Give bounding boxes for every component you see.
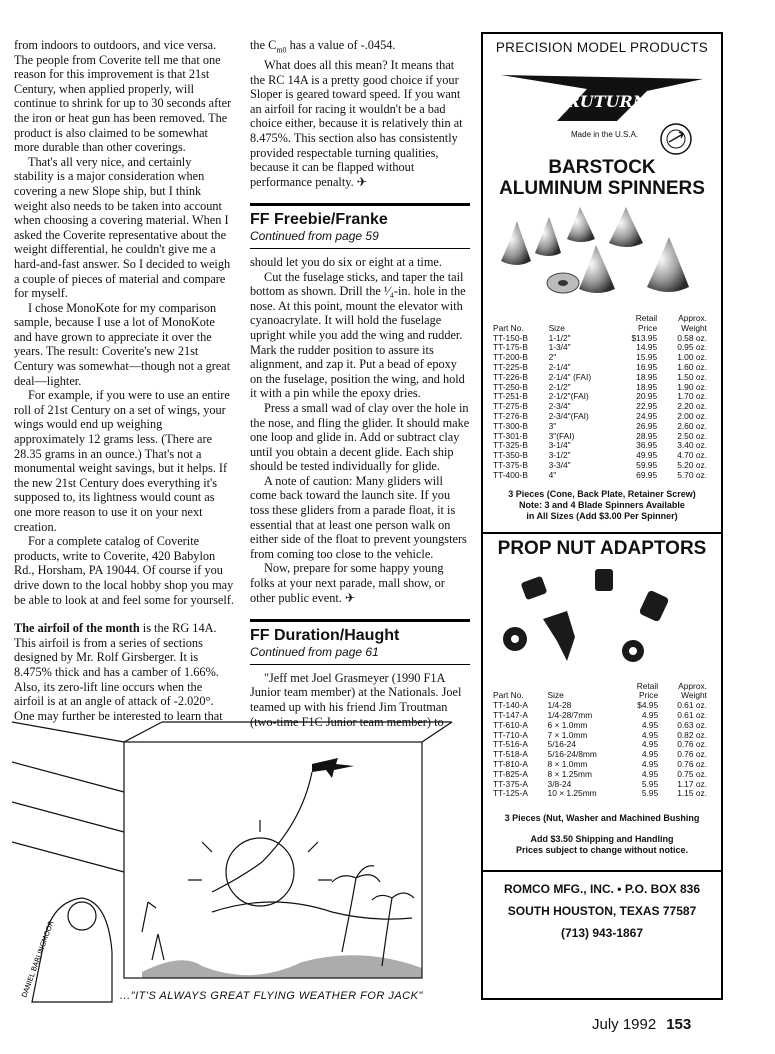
company-city: SOUTH HOUSTON, TEXAS 77587 — [507, 904, 697, 919]
cell-weight: 2.50 oz. — [677, 430, 707, 441]
paragraph: That's all very nice, and certainly stability is a major consideration when covering a new Slope ship, but I think weight also needs to be taken into account when choosing a covering material. When I asked the Coverite representative about the weight differential, he couldn't give me a hard-and-fast answer. So I decided to weigh a couple of pieces of material and compare for myself. — [14, 154, 231, 301]
cell-weight: 0.76 oz. — [677, 749, 707, 760]
text-run: Approx. — [678, 313, 707, 323]
col-price — [616, 314, 657, 334]
cell-weight: 4.70 oz. — [677, 450, 707, 461]
paragraph: For a complete catalog of Coverite products, write to Coverite, 420 Babylon Rd., Horsham, PA 19044. Of course if you drive down to the local hobby shop you may be able to look at and feel some for yourself. — [14, 534, 234, 607]
divider — [250, 664, 470, 665]
text-run: Price — [639, 690, 659, 701]
made-in-usa: Made in the U.S.A. — [571, 130, 639, 139]
paragraph — [250, 561, 470, 605]
subscript: m0 — [276, 45, 287, 55]
cell-part: TT-276-B — [493, 410, 528, 421]
cell-size: 1/4-28 — [547, 700, 572, 711]
cell-part: TT-200-B — [493, 352, 528, 363]
issue-date: July 1992 — [592, 1016, 657, 1033]
cell-price: $4.95 — [637, 700, 659, 711]
cell-part: TT-147-A — [493, 709, 528, 720]
cell-size: 3-1/4" — [548, 440, 571, 451]
cell-size: 2-1/4" — [548, 361, 571, 372]
cell-size: 6 × 1.0mm — [547, 719, 588, 730]
cell-part: TT-300-B — [493, 420, 528, 431]
page-folio — [592, 1016, 691, 1033]
table-row — [493, 471, 711, 481]
cell-size: 2-1/2" — [548, 381, 571, 392]
cell-weight: 1.90 oz. — [677, 381, 707, 392]
spinners-photo — [483, 199, 721, 309]
cell-part: TT-825-A — [493, 768, 528, 779]
cell-price: 18.95 — [636, 381, 658, 392]
cell-part: TT-518-A — [493, 749, 528, 760]
cell-price: 28.95 — [636, 430, 658, 441]
cell-size: 1-3/4" — [548, 342, 571, 353]
cartoon-illustration — [12, 702, 467, 1012]
cell-price: 5.95 — [641, 778, 659, 789]
text-run: Price — [638, 322, 658, 333]
cell-weight: 2.00 oz. — [677, 410, 707, 421]
spinner-title-2: ALUMINUM SPINNERS — [499, 178, 705, 199]
section-title: FF Freebie/Franke — [250, 211, 388, 229]
shipping-note: Add $3.50 Shipping and Handling — [530, 834, 674, 845]
cell-size: 1-1/2" — [548, 332, 571, 343]
cell-part: TT-400-B — [493, 469, 528, 480]
spinner-note: Note: 3 and 4 Blade Spinners Available — [519, 499, 685, 510]
end-mark-icon: ✈ — [356, 174, 368, 189]
cell-weight: 0.63 oz. — [677, 719, 707, 730]
text-run: Now, prepare for some happy young folks at your next parade, mall show, or other public event. — [250, 561, 445, 605]
cell-size: 3-3/4" — [548, 459, 571, 470]
prop-title: PROP NUT ADAPTORS — [497, 537, 707, 559]
cell-size: 2-3/4" — [548, 401, 571, 412]
col-weight — [658, 682, 711, 702]
cell-price: 16.95 — [636, 361, 658, 372]
cell-weight: 0.58 oz. — [677, 332, 707, 343]
cell-price: 69.95 — [636, 469, 658, 480]
cell-part: TT-250-B — [493, 381, 528, 392]
company-address: ROMCO MFG., INC. • P.O. BOX 836 — [503, 882, 700, 897]
cell-price: 4.95 — [641, 729, 659, 740]
truturn-logo — [497, 61, 707, 127]
paragraph: For example, if you were to use an entire roll of 21st Century on a set of wings, your wings would end up weighing approximately 12 grams less. (There are 28.35 grams in an ounce.) That's not a monumental weight savings, but it helps. If the new 21st Century does everything it's supposed to, its lightness would count as one more reason to use it on your next creation. — [14, 388, 230, 534]
cell-size: 2-1/2"(FAI) — [548, 391, 589, 402]
cell-part: TT-301-B — [493, 430, 528, 441]
cell-part: TT-810-A — [493, 758, 528, 769]
article-column-2 — [250, 38, 470, 729]
continued-note: Continued from page 61 — [250, 645, 379, 660]
paragraph: Cut the fuselage sticks, and taper the tail bottom as shown. Drill the ¹⁄₄-in. hole in the nose. At this point, mount the elevator with cyanoacrylate. It will hold the fuselage upright while you add the wing and rudder. Mark the rudder position to assure its alignment, and zap it. Put a bead of epoxy on the fuselage, position the wing, and hold it with a pin while the epoxy dries. — [250, 269, 466, 401]
cell-weight: 0.75 oz. — [677, 768, 707, 779]
text-run: What does all this mean? It means that the RC 14A is a pretty good choice if your Sloper is geared toward speed. If you want an airfoil for racing it wouldn't be a bad choice either, because it is relatively thin at 8.475%. This section also has consistently provided respectable turning qualities, because it can be flapped without performance penalty. — [250, 58, 463, 189]
cartoon-caption: ..."IT'S ALWAYS GREAT FLYING WEATHER FOR JACK" — [120, 990, 423, 1002]
cell-size: 3/8-24 — [547, 778, 572, 789]
col-weight — [657, 314, 711, 334]
cell-weight: 1.15 oz. — [677, 788, 707, 799]
cell-price: 14.95 — [636, 342, 658, 353]
cell-weight: 1.50 oz. — [677, 371, 707, 382]
continued-note: Continued from page 59 — [250, 229, 379, 244]
text-run: Weight — [681, 322, 707, 333]
cell-size: 2-1/4" (FAI) — [548, 371, 592, 382]
cell-weight: 0.76 oz. — [677, 739, 707, 750]
cell-part: TT-251-B — [493, 391, 528, 402]
cell-price: 4.95 — [641, 768, 659, 779]
airfoil-text: is the RG 14A. This airfoil is from a series of sections designed by Mr. Rolf Girsberger. It is 8.475% thick and has a camber of 1.66%. Also, its zero-lift line occurs when the airfoil is at an angle of attack of -2.020°. One may further be interested to learn that — [14, 621, 223, 723]
cell-part: TT-175-B — [493, 342, 528, 353]
text-run: Retail — [635, 313, 658, 323]
cell-weight: 0.61 oz. — [677, 709, 707, 720]
cell-size: 5/16-24 — [547, 739, 576, 750]
airfoil-lead: The airfoil of the month — [14, 621, 140, 636]
cell-size: 3"(FAI) — [548, 430, 575, 441]
cell-weight: 0.76 oz. — [677, 758, 707, 769]
cell-part: TT-375-B — [493, 459, 528, 470]
cell-size: 2" — [548, 352, 557, 363]
cell-price: 20.95 — [636, 391, 658, 402]
cell-size: 8 × 1.25mm — [547, 768, 593, 779]
cell-weight: 0.95 oz. — [677, 342, 707, 353]
company-phone: (713) 943-1867 — [560, 926, 644, 941]
cell-part: TT-275-B — [493, 401, 528, 412]
cell-price: $13.95 — [631, 332, 658, 343]
spinner-price-table — [493, 314, 711, 481]
cell-size: 8 × 1.0mm — [547, 758, 588, 769]
cell-weight: 3.40 oz. — [677, 440, 707, 451]
cell-size: 2-3/4"(FAI) — [548, 410, 589, 421]
cell-weight: 1.00 oz. — [677, 352, 707, 363]
paragraph: A note of caution: Many gliders will come back toward the launch site. If you toss these gliders from a parade float, it is essential that at least one person walk on either side of the float to prevent youngsters from coming too close to the vehicle. — [250, 473, 467, 561]
truturn-advertisement — [481, 32, 723, 1000]
divider — [250, 248, 470, 249]
cell-price: 36.95 — [636, 440, 658, 451]
cell-size: 10 × 1.25mm — [547, 788, 597, 799]
cell-price: 15.95 — [636, 352, 658, 363]
cell-part: TT-225-B — [493, 361, 528, 372]
cell-part: TT-710-A — [493, 729, 528, 740]
prop-nut-photo — [483, 559, 721, 677]
spinner-note: 3 Pieces (Cone, Back Plate, Retainer Screw) — [508, 488, 696, 499]
cell-size: 3-1/2" — [548, 450, 571, 461]
col-size: Size — [547, 690, 564, 701]
cell-price: 5.95 — [641, 788, 659, 799]
freebie-section — [250, 203, 470, 605]
spinner-title-1: BARSTOCK — [548, 157, 656, 178]
paragraph: should let you do six or eight at a time. — [250, 254, 442, 269]
paragraph: Press a small wad of clay over the hole in the nose, and fling the glider. It should make one loop and glide in. Add or subtract clay until you obtain a decent glide. Each ship should be tested individually for glide. — [250, 400, 470, 474]
cell-part: TT-125-A — [493, 788, 528, 799]
text-run: has a value of -.0454. — [286, 38, 396, 52]
col-part: Part No. — [493, 690, 524, 701]
section-title: FF Duration/Haught — [250, 627, 400, 645]
cartoonist-signature: DANIEL BARLINGMOOR — [20, 919, 56, 999]
paragraph — [250, 38, 470, 58]
cell-weight: 1.70 oz. — [677, 391, 707, 402]
col-price — [625, 682, 658, 702]
cell-price: 4.95 — [641, 709, 659, 720]
col-part: Part No. — [493, 322, 524, 333]
prop-note: 3 Pieces (Nut, Washer and Machined Bushing — [504, 813, 700, 824]
cell-size: 3" — [548, 420, 557, 431]
cell-part: TT-325-B — [493, 440, 528, 451]
cell-size: 1/4-28/7mm — [547, 709, 593, 720]
cell-price: 4.95 — [641, 749, 659, 760]
svg-text:TRUTURN: TRUTURN — [554, 92, 648, 111]
cell-weight: 0.82 oz. — [677, 729, 707, 740]
cell-size: 5/16-24/8mm — [547, 749, 597, 760]
cell-size: 4" — [548, 469, 557, 480]
cell-part: TT-610-A — [493, 719, 528, 730]
cell-part: TT-150-B — [493, 332, 528, 343]
page-number: 153 — [666, 1016, 692, 1033]
cell-weight: 5.20 oz. — [677, 459, 707, 470]
cell-part: TT-350-B — [493, 450, 528, 461]
cell-weight: 1.17 oz. — [677, 778, 707, 789]
cell-part: TT-226-B — [493, 371, 528, 382]
cell-weight: 2.20 oz. — [677, 401, 707, 412]
cell-part: TT-375-A — [493, 778, 528, 789]
col-size: Size — [548, 322, 565, 333]
ad-header: PRECISION MODEL PRODUCTS — [495, 40, 709, 55]
cell-size: 7 × 1.0mm — [547, 729, 588, 740]
paragraph: from indoors to outdoors, and vice versa. The people from Coverite tell me that one reason for this improvement is that 21st Century, when applied properly, will continue to shrink for up to 30 seconds after the iron or heat gun has been removed. The product is also claimed to be somewhat more durable than other coverings. — [14, 38, 232, 155]
text-run: the C — [250, 38, 277, 52]
paragraph: I chose MonoKote for my comparison sample, because I use a lot of MonoKote and have grown to appreciate it over the years. The result: Coverite's new 21st Century was somewhat—though not a great deal—lighter. — [14, 300, 231, 388]
cell-weight: 0.61 oz. — [677, 700, 707, 711]
article-column-1 — [14, 38, 234, 723]
cell-price: 49.95 — [636, 450, 658, 461]
spinner-note: in All Sizes (Add $3.00 Per Spinner) — [526, 510, 678, 521]
text-run: Weight — [681, 690, 707, 701]
flite-quality-seal-icon — [659, 122, 693, 156]
text-run: Retail — [636, 680, 659, 691]
prop-price-table — [493, 682, 711, 800]
cell-price: 18.95 — [636, 371, 658, 382]
cell-price: 59.95 — [636, 459, 658, 470]
cell-weight: 5.70 oz. — [677, 469, 707, 480]
cell-price: 4.95 — [641, 719, 659, 730]
cell-price: 22.95 — [636, 401, 658, 412]
cell-price: 24.95 — [636, 410, 658, 421]
cell-price: 26.95 — [636, 420, 658, 431]
end-mark-icon: ✈ — [344, 590, 356, 605]
shipping-note: Prices subject to change without notice. — [515, 845, 689, 856]
cell-price: 4.95 — [641, 758, 659, 769]
cell-weight: 2.60 oz. — [677, 420, 707, 431]
cell-price: 4.95 — [641, 739, 659, 750]
paragraph — [250, 58, 470, 189]
text-run: Approx. — [678, 680, 707, 691]
paragraph: "Jeff met Joel Grasmeyer (1990 F1A Junior team member) at the Nationals. Joel teamed up with his friend Jim Troutman (two-time F1C Junior team member) to — [250, 670, 462, 729]
cell-part: TT-516-A — [493, 739, 528, 750]
cell-weight: 1.60 oz. — [677, 361, 707, 372]
table-row — [493, 789, 711, 799]
cell-part: TT-140-A — [493, 700, 528, 711]
